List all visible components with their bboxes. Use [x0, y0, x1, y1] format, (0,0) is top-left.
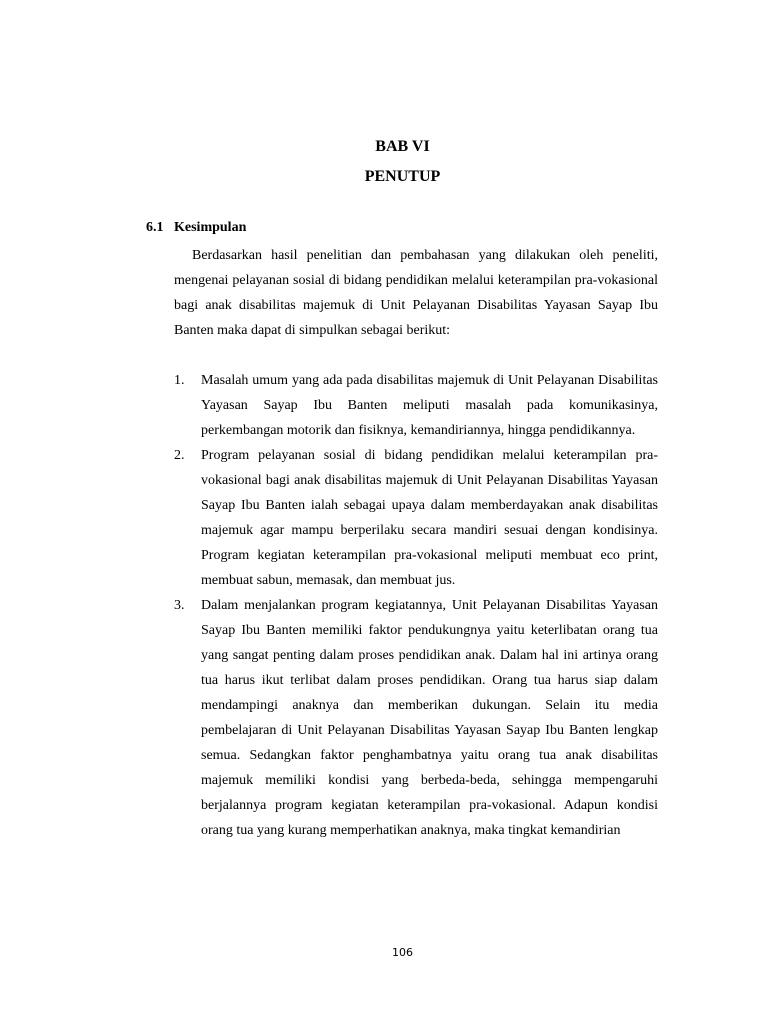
section-title: Kesimpulan	[174, 220, 247, 235]
chapter-title: PENUTUP	[364, 168, 441, 185]
list-marker: 1.	[174, 373, 185, 388]
list-item	[174, 593, 658, 843]
conclusion-list	[174, 368, 658, 843]
chapter-label: BAB VI	[375, 138, 430, 155]
list-item	[174, 443, 658, 593]
list-marker: 2.	[174, 448, 185, 463]
page-number: 106	[392, 946, 413, 959]
intro-paragraph: Berdasarkan hasil penelitian dan pembahasan yang dilakukan oleh peneliti, mengenai pelayanan sosial di bidang pendidikan melalui keterampilan pra-vokasional bagi anak disabilitas majemuk di Unit Pelayanan Disabilitas Yayasan Sayap Ibu Banten maka dapat di simpulkan sebagai berikut:	[174, 248, 658, 338]
list-marker: 3.	[174, 598, 185, 613]
section-heading	[146, 219, 246, 237]
list-item-text: Program pelayanan sosial di bidang pendidikan melalui keterampilan pra-vokasional bagi anak disabilitas majemuk di Unit Pelayanan Disabilitas Yayasan Sayap Ibu Banten ialah sebagai upaya dalam memberdayakan anak disabilitas majemuk agar mampu berperilaku secara mandiri sesuai dengan kondisinya. Program kegiatan keterampilan pra-vokasional meliputi membuat eco print, membuat sabun, memasak, dan membuat jus.	[201, 448, 658, 588]
list-item	[174, 368, 658, 443]
list-item-text: Masalah umum yang ada pada disabilitas majemuk di Unit Pelayanan Disabilitas Yayasan Sayap Ibu Banten meliputi masalah pada komunikasinya, perkembangan motorik dan fisiknya, kemandiriannya, hingga pendidikannya.	[201, 373, 658, 438]
list-item-text: Dalam menjalankan program kegiatannya, Unit Pelayanan Disabilitas Yayasan Sayap Ibu Banten memiliki faktor pendukungnya yaitu keterlibatan orang tua yang sangat penting dalam proses pendidikan anak. Dalam hal ini artinya orang tua harus ikut terlibat dalam proses pendidikan. Orang tua harus siap dalam mendampingi anaknya dan memberikan dukungan. Selain itu media pembelajaran di Unit Pelayanan Disabilitas Yayasan Sayap Ibu Banten lengkap semua. Sedangkan faktor penghambatnya yaitu orang tua anak disabilitas majemuk memiliki kondisi yang berbeda-beda, sehingga mempengaruhi berjalannya program kegiatan keterampilan pra-vokasional. Adapun kondisi orang tua yang kurang memperhatikan anaknya, maka tingkat kemandirian	[201, 598, 658, 838]
section-number: 6.1	[146, 220, 164, 235]
